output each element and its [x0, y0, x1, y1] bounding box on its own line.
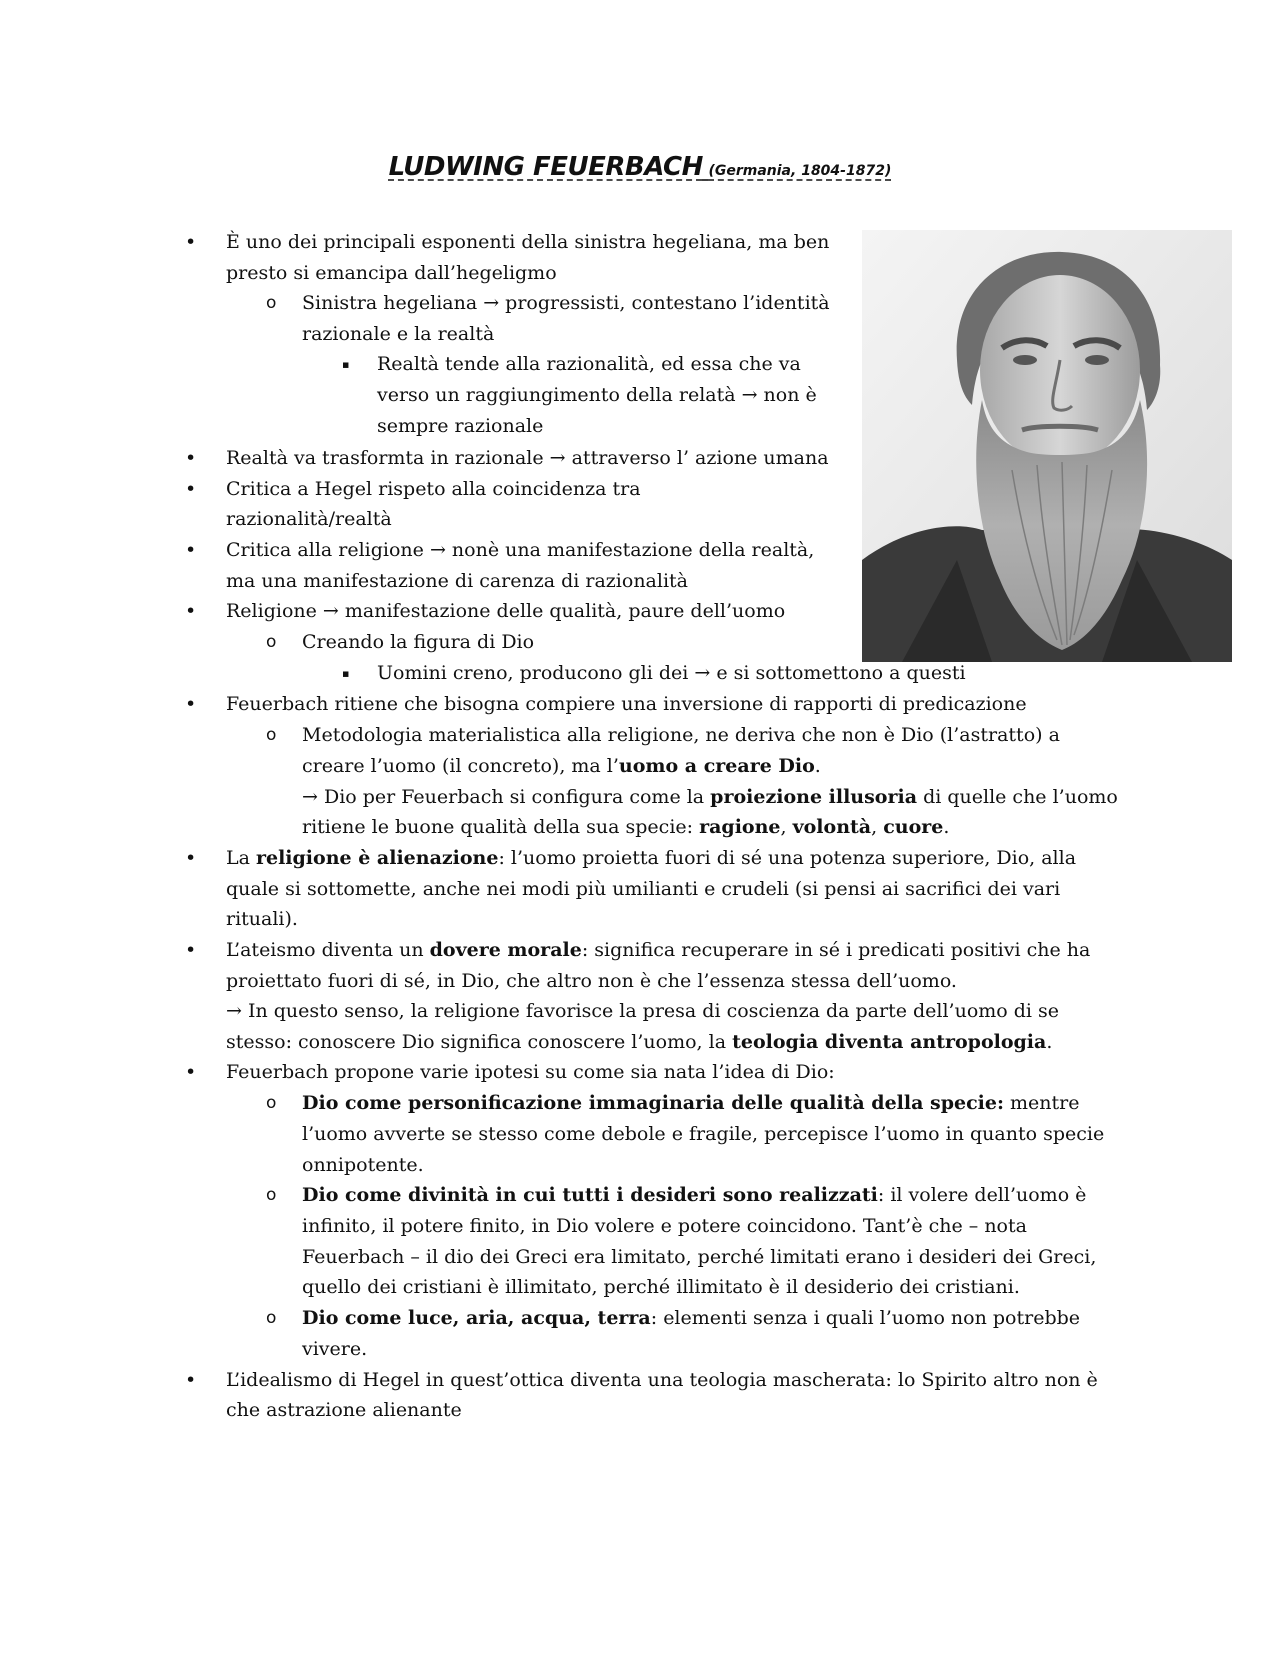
- text-line: che astrazione alienante: [226, 1399, 462, 1421]
- bullet-circle: o: [266, 1185, 277, 1205]
- bullet-disc: •: [185, 478, 197, 500]
- bold-run: dovere morale: [429, 939, 582, 961]
- bullet-circle: o: [266, 1093, 277, 1113]
- text-line: rituali).: [226, 908, 298, 930]
- bullet-disc: •: [185, 847, 197, 869]
- portrait-drawing: [862, 230, 1232, 662]
- text-line: Critica alla religione → nonè una manifestazione della realtà,: [226, 539, 815, 561]
- text-line: infinito, il potere finito, in Dio volere e potere coincidono. Tant’è che – nota: [302, 1215, 1027, 1237]
- bold-run: Dio come personificazione immaginaria delle qualità della specie:: [302, 1092, 1004, 1114]
- page-title: [0, 152, 1280, 182]
- text-line: Feuerbach – il dio dei Greci era limitato, perché limitati erano i desideri dei Greci,: [302, 1246, 1097, 1268]
- text-line: [302, 751, 821, 782]
- text-line: Religione → manifestazione delle qualità, paure dell’uomo: [226, 600, 786, 622]
- text-run: .: [943, 816, 950, 838]
- text-line: sempre razionale: [377, 415, 544, 437]
- bold-run: proiezione illusoria: [710, 786, 918, 808]
- text-line: Creando la figura di Dio: [302, 631, 535, 653]
- bold-run: teologia diventa antropologia: [732, 1031, 1047, 1053]
- bold-run: uomo a creare Dio: [618, 755, 815, 777]
- text-line: [226, 843, 1076, 874]
- text-run: ,: [871, 816, 884, 838]
- title-name: LUDWING FEUERBACH: [388, 152, 703, 182]
- text-line: [226, 1027, 1052, 1058]
- text-run: mentre: [1003, 1092, 1080, 1114]
- text-line: quello dei cristiani è illimitato, perché illimitato è il desiderio dei cristiani.: [302, 1276, 1020, 1298]
- text-line: Realtà tende alla razionalità, ed essa che va: [377, 353, 801, 375]
- text-line: Critica a Hegel rispeto alla coincidenza tra: [226, 478, 641, 500]
- text-line: L’idealismo di Hegel in quest’ottica diventa una teologia mascherata: lo Spirito altro non è: [226, 1369, 1098, 1391]
- text-line: [226, 935, 1090, 966]
- text-line: [302, 812, 949, 843]
- bold-run: religione è alienazione: [255, 847, 499, 869]
- text-run: : l’uomo proietta fuori di sé una potenza superiore, Dio, alla: [498, 847, 1077, 869]
- text-run: : il volere dell’uomo è: [877, 1184, 1087, 1206]
- text-run: La: [226, 847, 256, 869]
- text-line: ma una manifestazione di carenza di razionalità: [226, 570, 689, 592]
- text-line: Feuerbach propone varie ipotesi su come sia nata l’idea di Dio:: [226, 1061, 835, 1083]
- bullet-disc: •: [185, 447, 197, 469]
- text-line: verso un raggiungimento della relatà → non è: [377, 384, 817, 406]
- text-line: È uno dei principali esponenti della sinistra hegeliana, ma ben: [226, 231, 830, 253]
- text-line: presto si emancipa dall’hegeligmo: [226, 262, 557, 284]
- text-line: Sinistra hegeliana → progressisti, contestano l’identità: [302, 292, 830, 314]
- text-run: creare l’uomo (il concreto), ma l’: [302, 755, 619, 777]
- bullet-circle: o: [266, 725, 277, 745]
- text-run: .: [814, 755, 821, 777]
- text-line: Realtà va trasformta in razionale → attraverso l’ azione umana: [226, 447, 829, 469]
- bold-run: ragione: [699, 816, 781, 838]
- bold-run: Dio come luce, aria, acqua, terra: [302, 1307, 651, 1329]
- bullet-circle: o: [266, 632, 277, 652]
- bullet-disc: •: [185, 939, 197, 961]
- text-line: → In questo senso, la religione favorisce la presa di coscienza da parte dell’uomo di se: [226, 1000, 1060, 1022]
- text-line: [302, 1180, 1086, 1211]
- text-line: onnipotente.: [302, 1154, 424, 1176]
- bullet-square: ▪: [342, 667, 350, 680]
- text-line: [302, 1303, 1080, 1334]
- text-line: Metodologia materialistica alla religione, ne deriva che non è Dio (l’astratto) a: [302, 724, 1060, 746]
- text-line: [302, 1088, 1079, 1119]
- text-run: ritiene le buone qualità della sua specie:: [302, 816, 700, 838]
- text-line: razionalità/realtà: [226, 508, 392, 530]
- bold-run: volontà: [792, 816, 872, 838]
- bold-run: Dio come divinità in cui tutti i desideri sono realizzati: [302, 1184, 878, 1206]
- text-run: → Dio per Feuerbach si configura come la: [302, 786, 711, 808]
- bold-run: cuore: [883, 816, 944, 838]
- text-line: Uomini creno, producono gli dei → e si sottomettono a questi: [377, 662, 966, 684]
- text-run: : elementi senza i quali l’uomo non potrebbe: [650, 1307, 1081, 1329]
- bullet-square: ▪: [342, 358, 350, 371]
- text-line: l’uomo avverte se stesso come debole e fragile, percepisce l’uomo in quanto specie: [302, 1123, 1105, 1145]
- text-line: [302, 782, 1118, 813]
- bullet-disc: •: [185, 231, 197, 253]
- bullet-disc: •: [185, 539, 197, 561]
- text-line: Feuerbach ritiene che bisogna compiere una inversione di rapporti di predicazione: [226, 693, 1027, 715]
- text-run: : significa recuperare in sé i predicati positivi che ha: [581, 939, 1091, 961]
- text-line: quale si sottomette, anche nei modi più umilianti e crudeli (si pensi ai sacrifici dei vari: [226, 878, 1061, 900]
- text-run: L’ateismo diventa un: [226, 939, 430, 961]
- bullet-disc: •: [185, 1369, 197, 1391]
- bullet-circle: o: [266, 1308, 277, 1328]
- text-run: ,: [780, 816, 793, 838]
- bullet-circle: o: [266, 293, 277, 313]
- text-line: vivere.: [302, 1338, 368, 1360]
- text-run: .: [1046, 1031, 1053, 1053]
- text-run: di quelle che l’uomo: [917, 786, 1118, 808]
- bullet-disc: •: [185, 693, 197, 715]
- bullet-disc: •: [185, 1061, 197, 1083]
- bullet-disc: •: [185, 600, 197, 622]
- text-line: razionale e la realtà: [302, 323, 495, 345]
- text-line: proiettato fuori di sé, in Dio, che altro non è che l’essenza stessa dell’uomo.: [226, 970, 957, 992]
- portrait-image: [862, 230, 1232, 662]
- text-run: stesso: conoscere Dio significa conoscere l’uomo, la: [226, 1031, 733, 1053]
- title-subtitle: (Germania, 1804-1872): [708, 163, 892, 179]
